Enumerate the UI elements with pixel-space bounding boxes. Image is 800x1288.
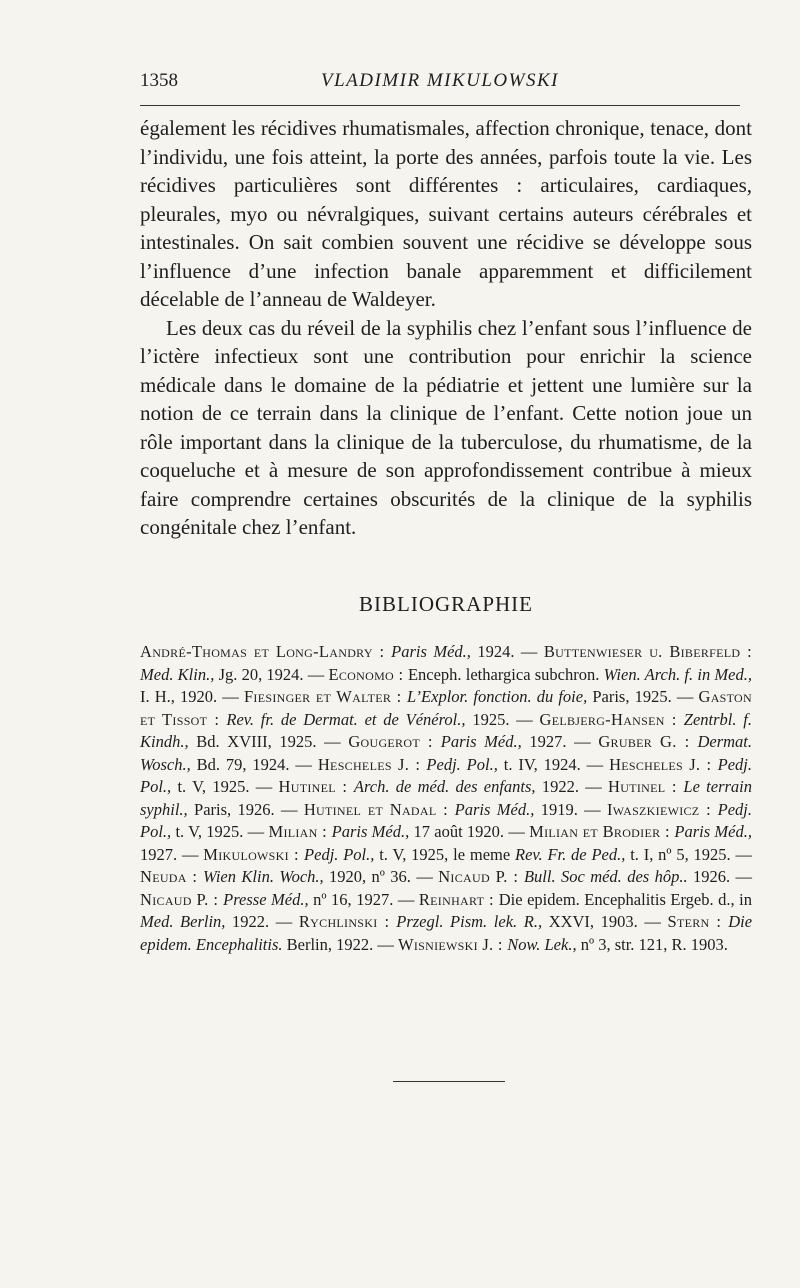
entry-author: Neuda : (140, 867, 204, 886)
entry-details: 1924. — (477, 642, 544, 661)
entry-work: Przegl. Pism. lek. R., (396, 912, 549, 931)
paragraph: également les récidives rhumatismales, affection chronique, tenace, dont l’individu, une fois atteint, la porte des années, parfois toute la vie. Les récidives particulières sont différentes : articulaires, cardiaques, pleurales, myo ou névralgiques, suivant certains auteurs cérébrales et intestinales. On sait combien souvent une récidive se développe sous l’influence d’une infection banale apparemment et difficilement décelable de l’anneau de Waldeyer. (140, 116, 752, 311)
entry-work: Pedj. Pol., (304, 844, 380, 864)
entry-work: Wien. Arch. f. in Med., (603, 664, 752, 684)
entry-work: Paris Méd., (674, 822, 752, 841)
entry-author: Fiesinger et Walter : (243, 687, 407, 706)
entry-details: t. V, 1925, le meme (379, 844, 515, 864)
bibliography-entry (398, 935, 728, 954)
entry-author: Milian et Brodier : (529, 822, 675, 841)
entry-author: Nicaud P. : (438, 867, 524, 886)
bibliography-entry (140, 890, 419, 909)
entry-details: Die epidem. Encephalitis Ergeb. d., in (498, 889, 752, 909)
entry-work: Now. Lek., (507, 934, 581, 954)
entry-details: 1920, nº 36. — (329, 867, 439, 886)
bibliography-entry (318, 755, 609, 774)
bibliography-entry (268, 822, 529, 841)
entry-details: Berlin, 1922. — (286, 934, 399, 954)
bibliography-list (140, 641, 752, 956)
entry-details: 1926. — (692, 867, 752, 886)
bibliography-entry (304, 800, 607, 819)
running-head (140, 70, 740, 98)
entry-details: 17 août 1920. — (413, 822, 530, 841)
entry-work: Paris Méd., (454, 799, 541, 819)
bibliography-entry (140, 867, 438, 886)
entry-details: 1927. — (529, 732, 599, 751)
entry-work: Pedj. Pol., (140, 799, 752, 841)
entry-details: I. H., 1920. — (140, 687, 244, 706)
entry-author: Buttenwieser u. Biberfeld : (543, 642, 752, 661)
entry-author: Hutinel : (278, 777, 354, 796)
bibliography-entry (515, 845, 752, 864)
entry-work: Le terrain syphil., (140, 777, 753, 819)
entry-work: Zentrbl. f. Kindh., (140, 709, 752, 751)
entry-details: Jg. 20, 1924. — (218, 664, 329, 684)
entry-work: Arch. de méd. des enfants, (353, 777, 542, 796)
entry-details: 1922. — (232, 912, 299, 931)
bibliography-entry (140, 912, 299, 931)
header-rule (140, 105, 740, 106)
entry-work: Die epidem. Encephalitis. (140, 912, 753, 954)
bibliography-entry (279, 777, 609, 796)
entry-author: Hutinel et Nadal : (303, 799, 455, 819)
entry-details: XXVI, 1903. — (548, 912, 668, 931)
entry-details: Bd. XVIII, 1925. — (196, 732, 349, 751)
entry-author: Stern : (667, 912, 729, 931)
body-text (140, 114, 752, 542)
entry-details: 1925. — (472, 709, 540, 729)
bibliography-entry (140, 642, 544, 661)
end-rule (393, 1081, 505, 1082)
entry-details: Paris, 1925. — (592, 687, 699, 706)
entry-author: Gruber G. : (598, 732, 698, 751)
entry-work: Paris Méd., (440, 732, 530, 751)
entry-work: Bull. Soc méd. des hôp.. (523, 867, 693, 886)
entry-work: Dermat. Wosch., (140, 732, 752, 774)
paragraph: Les deux cas du réveil de la syphilis chez l’enfant sous l’influence de l’ictère infectieux sont une contribution pour enrichir la science médicale dans le domaine de la pédiatrie et jettent une lumière sur la notion de ce terrain dans la clinique de l’enfant. Cette notion joue un rôle important dans la clinique de la tuberculose, du rhumatisme, de la coqueluche et à mesure de son approfondissement contribue à mieux faire comprendre certaines obscurités de la clinique de la syphilis congénitale chez l’enfant. (140, 315, 752, 539)
bibliography-entry (329, 665, 604, 684)
bibliography-entry (203, 845, 515, 864)
entry-author: Iwaszkiewicz : (607, 799, 718, 819)
entry-author: André-Thomas et Long-Landry : (140, 642, 392, 661)
entry-author: Hescheles J. : (609, 754, 718, 774)
entry-work: Pedj. Pol., (140, 754, 753, 796)
entry-details: Enceph. lethargica subchron. (407, 664, 604, 684)
bibliography-entry (419, 890, 752, 909)
entry-details: t. V, 1925. — (175, 822, 269, 841)
entry-author: Mikulowski : (203, 844, 305, 864)
entry-details: t. V, 1925. — (177, 777, 279, 796)
entry-work: Presse Méd., (223, 889, 314, 909)
entry-work: L’Explor. fonction. du foie, (406, 687, 593, 706)
entry-work: Rev. fr. de Dermat. et de Vénérol., (226, 709, 473, 729)
entry-author: Milian : (268, 822, 332, 841)
bibliography-entry (348, 732, 598, 751)
bibliography-entry (438, 867, 752, 886)
page-number: 1358 (140, 70, 178, 91)
entry-work: Paris Méd., (391, 642, 478, 661)
entry-author: Nicaud P. : (140, 889, 224, 909)
entry-details: Bd. 79, 1924. — (196, 754, 318, 774)
entry-work: Paris Méd., (331, 822, 414, 841)
entry-author: Hescheles J. : (317, 754, 427, 774)
entry-author: Rychlinski : (298, 912, 397, 931)
entry-details: 1919. — (540, 799, 608, 819)
entry-details: 1927. — (140, 844, 204, 864)
entry-work: Rev. Fr. de Ped., (515, 844, 631, 864)
entry-author: Hutinel : (608, 777, 684, 796)
entry-work: Med. Berlin, (140, 912, 233, 931)
section-heading: BIBLIOGRAPHIE (359, 592, 533, 616)
entry-author: Wisniewski J. : (398, 934, 508, 954)
entry-author: Gelbjerg-Hansen : (539, 709, 684, 729)
entry-work: Pedj. Pol., (426, 754, 504, 774)
bibliography-entry (299, 912, 668, 931)
entry-details: t. IV, 1924. — (503, 754, 610, 774)
entry-author: Reinhart : (418, 889, 499, 909)
entry-details: Paris, 1926. — (194, 799, 304, 819)
running-title: VLADIMIR MIKULOWSKI (320, 70, 559, 91)
entry-details: nº 16, 1927. — (313, 889, 419, 909)
bibliography-entry (244, 687, 699, 706)
entry-details: nº 3, str. 121, R. 1903. (580, 934, 728, 954)
entry-work: Wien Klin. Woch., (203, 867, 330, 886)
entry-author: Gaston et Tissot : (140, 687, 752, 729)
entry-author: Gougerot : (348, 732, 441, 751)
entry-details: 1922. — (541, 777, 609, 796)
entry-author: Economo : (328, 664, 408, 684)
entry-work: Med. Klin., (140, 664, 219, 684)
entry-details: t. I, nº 5, 1925. — (630, 844, 752, 864)
